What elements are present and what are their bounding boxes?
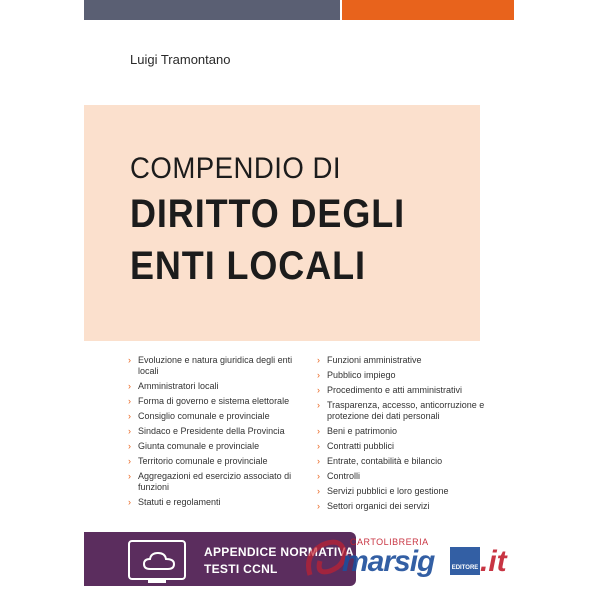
chevron-right-icon: › [128, 471, 131, 481]
chevron-right-icon: › [317, 426, 320, 436]
list-item: › Beni e patrimonio [317, 426, 398, 436]
chevron-right-icon: › [317, 456, 320, 466]
chevron-right-icon: › [128, 497, 131, 507]
list-item: › Statuti e regolamenti [128, 497, 221, 507]
watermark-badge-text: EDITORE [451, 565, 479, 571]
appendix-subtitle: TESTI CCNL [204, 562, 278, 576]
chevron-right-icon: › [317, 385, 320, 395]
list-item: › Servizi pubblici e loro gestione [317, 486, 449, 496]
list-item: › Trasparenza, accesso, anticorruzione e protezione dei dati personali [317, 400, 485, 421]
topics-list-left [128, 355, 308, 512]
chevron-right-icon: › [317, 355, 320, 365]
author-name: Luigi Tramontano [130, 52, 231, 67]
chevron-right-icon: › [128, 411, 131, 421]
chevron-right-icon: › [317, 441, 320, 451]
list-item: › Amministratori locali [128, 381, 219, 391]
chevron-right-icon: › [128, 426, 131, 436]
list-item: › Funzioni amministrative [317, 355, 422, 365]
list-item: › Aggregazioni ed esercizio associato di funzioni [128, 471, 292, 492]
chevron-right-icon: › [317, 400, 320, 410]
topics-list-right [317, 355, 497, 516]
list-item: › Procedimento e atti amministrativi [317, 385, 463, 395]
list-item: › Entrate, contabilità e bilancio [317, 456, 443, 466]
watermark-suffix: .it [480, 545, 507, 578]
list-item: › Contratti pubblici [317, 441, 395, 451]
chevron-right-icon: › [317, 486, 320, 496]
title-line-1: COMPENDIO DI [130, 152, 342, 185]
title-line-2: DIRITTO DEGLI [130, 192, 406, 236]
top-stripe-gray [84, 0, 340, 20]
list-item: › Consiglio comunale e provinciale [128, 411, 270, 421]
book-cover [84, 0, 514, 600]
appendix-title: APPENDICE NORMATIVA [204, 545, 354, 559]
list-item: › Forma di governo e sistema elettorale [128, 396, 290, 406]
title-line-3: ENTI LOCALI [130, 244, 366, 288]
list-item: › Settori organici dei servizi [317, 501, 430, 511]
monitor-stand [148, 580, 166, 583]
chevron-right-icon: › [128, 441, 131, 451]
list-item: › Controlli [317, 471, 361, 481]
list-item: › Pubblico impiego [317, 370, 396, 380]
list-item: › Evoluzione e natura giuridica degli enti locali [128, 355, 293, 376]
chevron-right-icon: › [317, 370, 320, 380]
chevron-right-icon: › [128, 456, 131, 466]
list-item: › Giunta comunale e provinciale [128, 441, 260, 451]
cloud-icon [142, 550, 176, 572]
watermark-small-text: CARTOLIBRERIA [350, 537, 429, 547]
list-item: › Territorio comunale e provinciale [128, 456, 268, 466]
chevron-right-icon: › [128, 355, 131, 365]
chevron-right-icon: › [317, 501, 320, 511]
cloud-monitor-icon [128, 540, 186, 580]
list-item: › Sindaco e Presidente della Provincia [128, 426, 285, 436]
chevron-right-icon: › [317, 471, 320, 481]
chevron-right-icon: › [128, 396, 131, 406]
top-stripe-orange [342, 0, 514, 20]
watermark-logo [300, 535, 520, 585]
watermark-brand: marsig [342, 545, 435, 578]
chevron-right-icon: › [128, 381, 131, 391]
